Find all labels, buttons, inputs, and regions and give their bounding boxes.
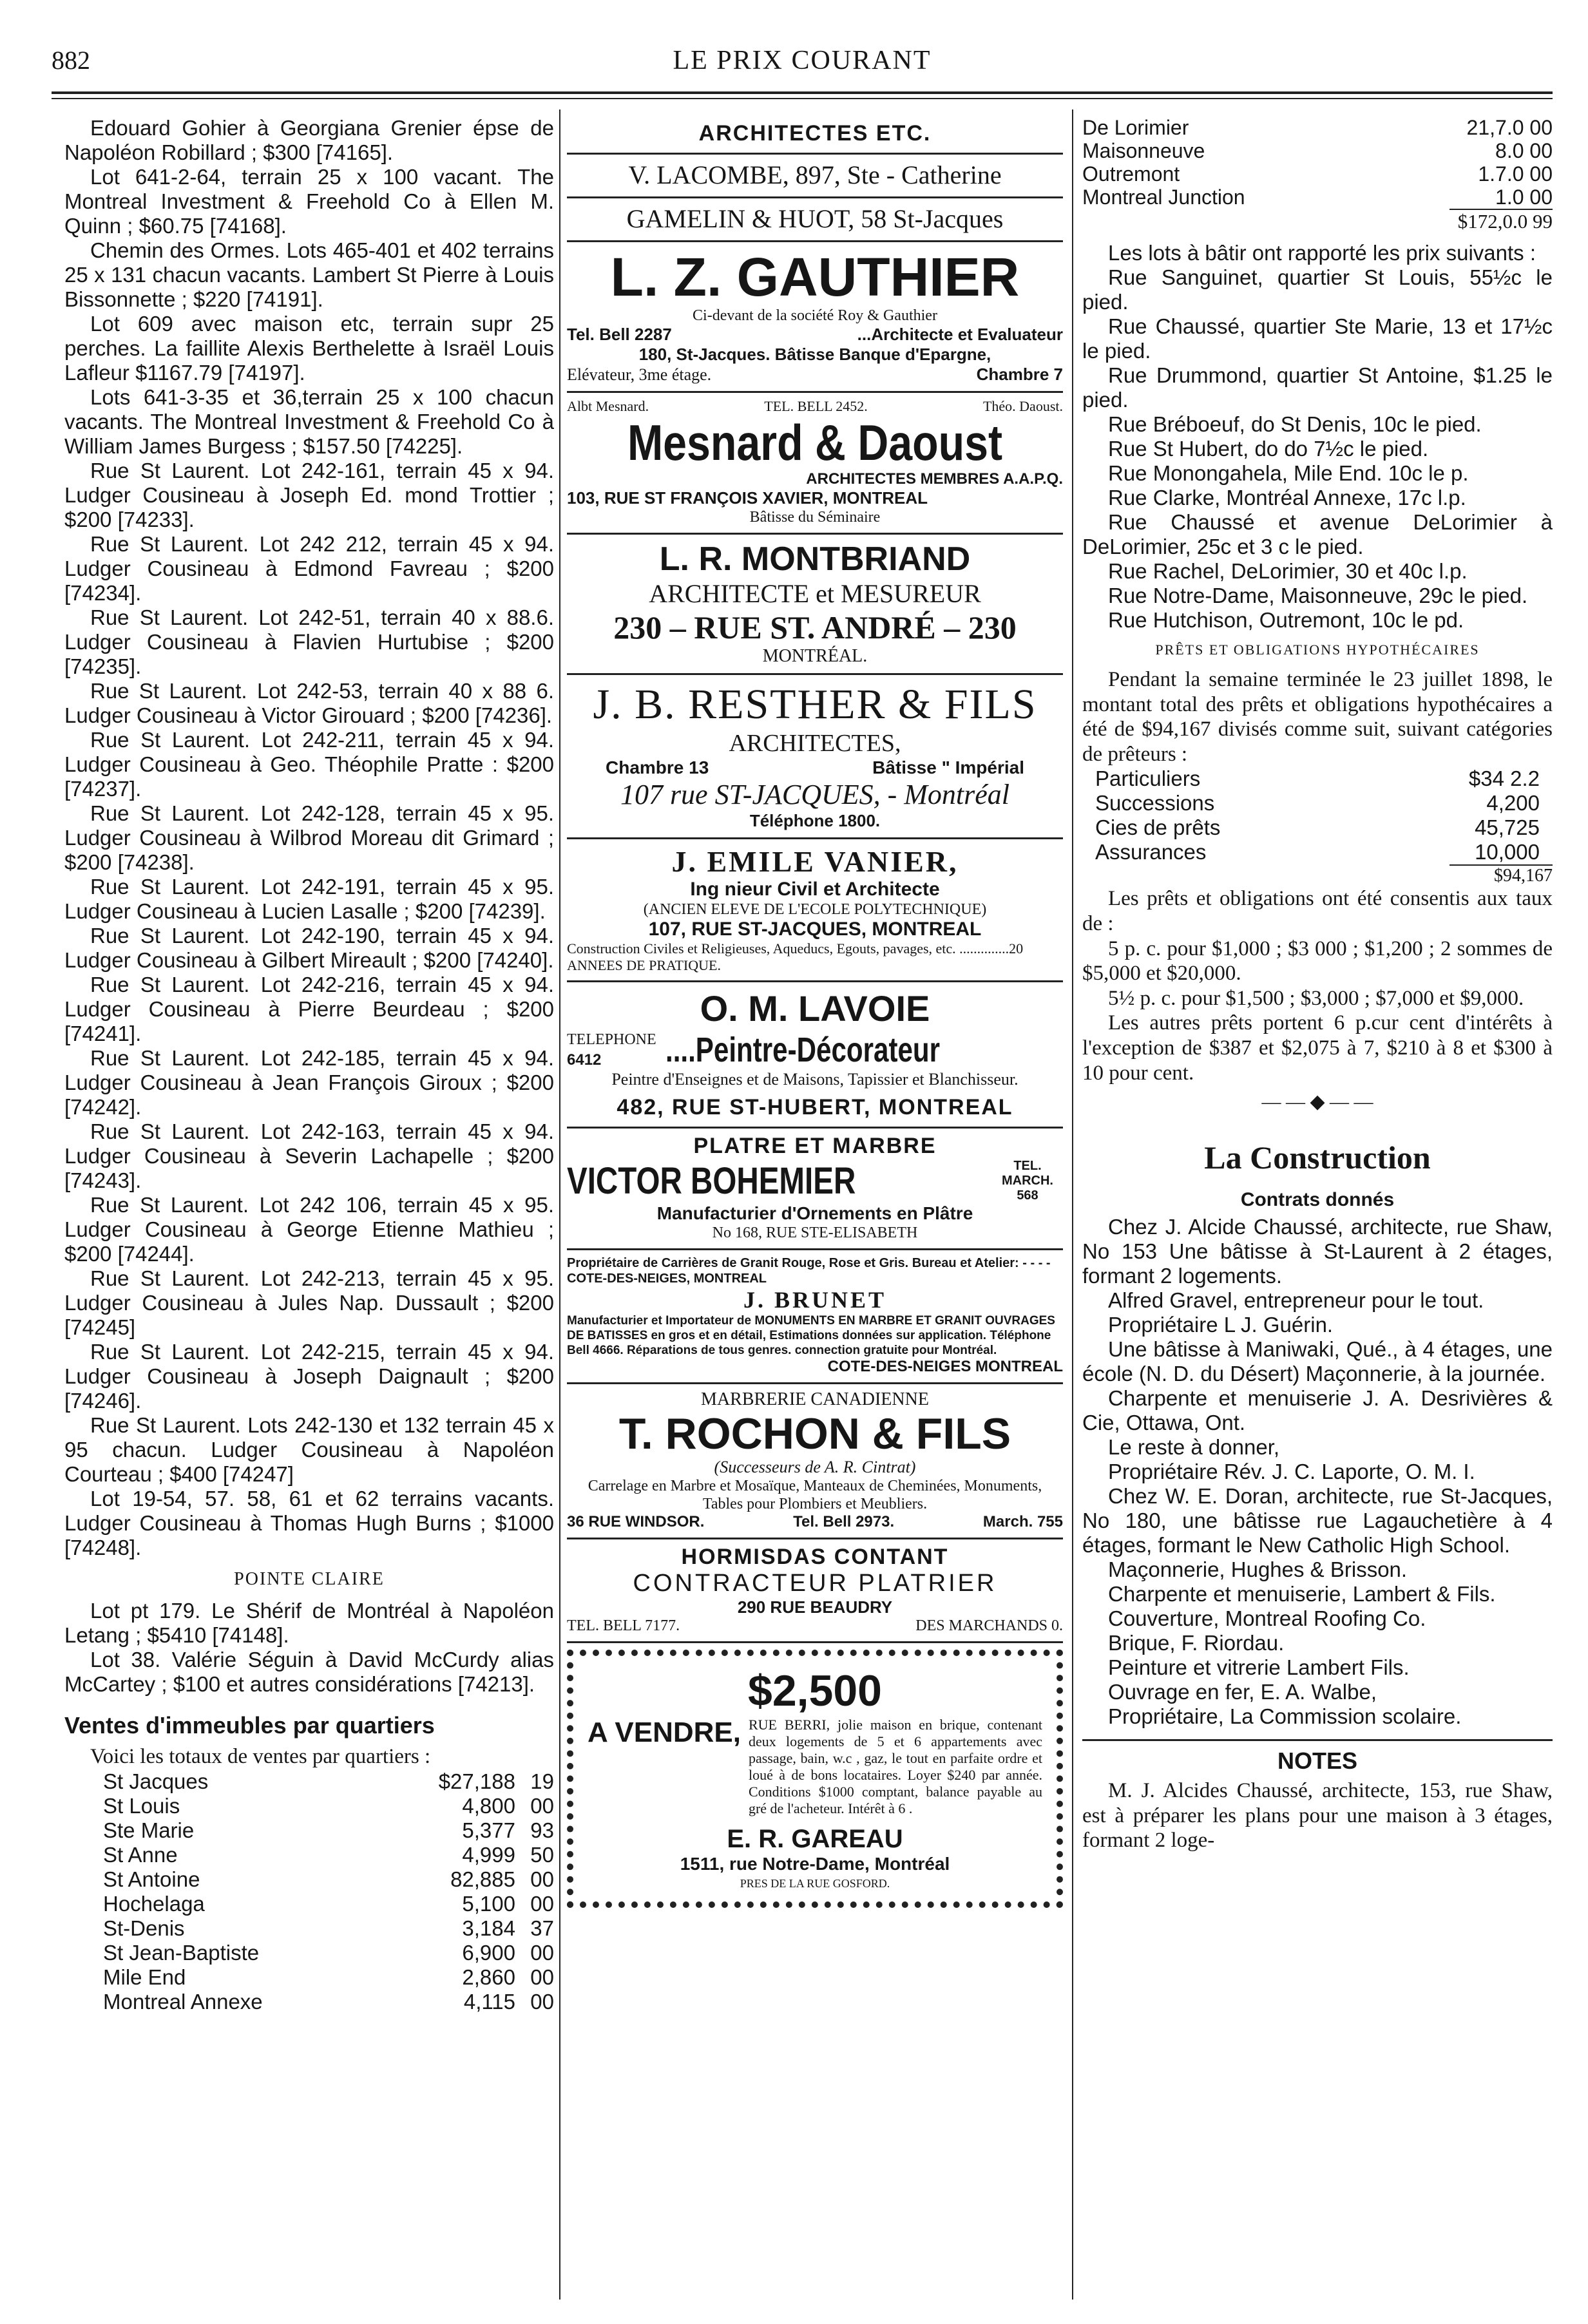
transactions-list <box>64 116 554 1560</box>
prets-p4: 5½ p. c. pour $1,500 ; $3,000 ; $7,000 et $9,000. <box>1108 986 1524 1010</box>
vanier-addr: 107, RUE ST-JACQUES, MONTREAL <box>648 919 982 940</box>
sale-avendre: A VENDRE, <box>588 1717 741 1748</box>
preteur-row <box>1095 815 1540 840</box>
vanier-ecole: (ANCIEN ELEVE DE L'ECOLE POLYTECHNIQUE) <box>643 901 987 918</box>
lot-price-item: Rue Drummond, quartier St Antoine, $1.25 le pied. <box>1082 363 1553 412</box>
lot-price-item: Rue Chaussé et avenue DeLorimier à DeLorimier, 25c et 3 c le pied. <box>1082 510 1553 558</box>
notes-title: NOTES <box>1082 1739 1553 1775</box>
transaction-item: Rue St Laurent. Lot 242 212, terrain 45 x 94. Ludger Cousineau à Edmond Favreau ; $200 [74234]. <box>64 532 554 605</box>
quartier-row <box>64 1867 554 1892</box>
lots-value: 8.0 00 <box>1495 139 1553 162</box>
construction-item: Charpente et menuiserie, Lambert & Fils. <box>1108 1582 1496 1606</box>
construction-item: Charpente et menuiserie J. A. Desrivières & Cie, Ottawa, Ont. <box>1082 1386 1553 1435</box>
page-title: LE PRIX COURANT <box>673 46 932 75</box>
vanier-role: Ing nieur Civil et Architecte <box>690 879 940 900</box>
column-divider-1 <box>559 110 560 2300</box>
prets-title: PRÊTS ET OBLIGATIONS HYPOTHÉCAIRES <box>1155 642 1480 658</box>
construction-item: Chez W. E. Doran, architecte, rue St-Jacques, No 180, une bâtisse rue Lagauchetière à 4 étages, formant le New Catholic High School. <box>1082 1484 1553 1557</box>
pointe-claire-list <box>64 1599 554 1697</box>
rochon-ad <box>567 1384 1063 1539</box>
transaction-item: Rue St Laurent. Lots 242-130 et 132 terrain 45 x 95 chacun. Ludger Cousineau à Napoléon Courteau ; $400 [74247] <box>64 1413 554 1486</box>
construction-list <box>1082 1215 1553 1729</box>
prets-total: $94,167 <box>1449 864 1553 886</box>
transaction-item: Rue St Laurent. Lot 242-161, terrain 45 x 94. Ludger Cousineau à Joseph Ed. mond Trottier ; $200 [74233]. <box>64 459 554 531</box>
sale-pres: PRES DE LA RUE GOSFORD. <box>740 1877 890 1890</box>
transaction-item: Rue St Laurent. Lot 242-185, terrain 45 x 94. Ludger Cousineau à Jean François Giroux ; $200 [74242]. <box>64 1046 554 1119</box>
md-tel: TEL. BELL 2452. <box>764 398 868 414</box>
lot-price-item: Rue Monongahela, Mile End. 10c le p. <box>1108 461 1469 485</box>
contant-name: HORMISDAS CONTANT <box>681 1545 949 1569</box>
construction-item: Une bâtisse à Maniwaki, Qué., à 4 étages, une école (N. D. du Désert) Maçonnerie, à la journée. <box>1082 1337 1553 1386</box>
archi-title: ARCHITECTES ETC. <box>698 121 932 146</box>
lot-price-item: Rue Clarke, Montréal Annexe, 17c l.p. <box>1108 486 1466 510</box>
resther-tel: Téléphone 1800. <box>749 811 881 830</box>
transaction-item: Lot pt 179. Le Shérif de Montréal à Napoléon Letang ; $5410 [74148]. <box>64 1599 554 1647</box>
resther-chambre: Chambre 13 <box>606 757 709 777</box>
md-right: Théo. Daoust. <box>982 398 1063 414</box>
sale-addr: 1511, rue Notre-Dame, Montréal <box>680 1854 950 1874</box>
page-header <box>52 45 1553 77</box>
vanier-desc: Construction Civiles et Religieuses, Aqueducs, Egouts, pavages, etc. ..............20 ANNEES DE PRATIQUE. <box>567 940 1024 973</box>
preteur-row <box>1095 791 1540 815</box>
resther-addr: 107 rue ST-JACQUES, - Montréal <box>620 779 1010 810</box>
lots-value: 21,7.0 00 <box>1466 116 1553 139</box>
vanier-ad <box>567 839 1063 982</box>
quartier-cents: 00 <box>530 1891 554 1916</box>
contant-ad <box>567 1539 1063 1643</box>
column-2 <box>567 116 1063 2312</box>
lots-name: De Lorimier <box>1082 116 1189 139</box>
ventes-title: Ventes d'immeubles par quartiers <box>64 1712 435 1738</box>
notes-text: M. J. Alcides Chaussé, architecte, 153, rue Shaw, est à préparer les plans pour une maison à 3 étages, formant 2 loge- <box>1082 1779 1553 1853</box>
lavoie-name: O. M. LAVOIE <box>700 988 930 1029</box>
construction-item: Propriétaire Rév. J. C. Laporte, O. M. I. <box>1108 1460 1475 1484</box>
gauthier-addr: 180, St-Jacques. Bâtisse Banque d'Epargne, <box>638 345 991 364</box>
preteurs-list <box>1082 767 1553 864</box>
transaction-item: Rue St Laurent. Lot 242-213, terrain 45 x 95. Ludger Cousineau à Jules Nap. Dussault ; $200 [74245] <box>64 1266 554 1339</box>
lavoie-num: 6412 <box>567 1051 602 1069</box>
lot-price-item: Rue Bréboeuf, do St Denis, 10c le pied. <box>1108 412 1482 436</box>
lot-price-item: Rue Notre-Dame, Maisonneuve, 29c le pied. <box>1108 584 1528 607</box>
brunet-desc: Manufacturier et Importateur de MONUMENTS EN MARBRE ET GRANIT OUVRAGES DE BATISSES en gros et en détail, Estimations données sur application. Téléphone Bell 4666. Réparations de tous genres. connection gratuite pour Montréal. <box>567 1314 1055 1357</box>
sale-ad <box>567 1650 1063 1908</box>
quartier-name: Montreal Annexe <box>103 1989 263 2014</box>
lavoie-ad <box>567 982 1063 1129</box>
resther-name: J. B. RESTHER & FILS <box>593 681 1037 728</box>
quartier-row <box>64 1941 554 1965</box>
quartier-name: St-Denis <box>103 1916 185 1940</box>
montbriand-city: MONTRÉAL. <box>762 646 868 666</box>
lavoie-desc: Peintre d'Enseignes et de Maisons, Tapissier et Blanchisseur. <box>611 1070 1019 1089</box>
quartier-row <box>64 1794 554 1818</box>
lots-list <box>1082 241 1553 633</box>
quartier-cents: 50 <box>530 1842 554 1867</box>
prets-text: Pendant la semaine terminée le 23 juillet 1898, le montant total des prêts et obligations hypothécaires a été de $94,167 divisés comme suit, suivant catégories de prêteurs : <box>1082 668 1553 766</box>
quartier-name: St Louis <box>103 1793 180 1818</box>
quartiers-table <box>64 1769 554 2014</box>
lots-total: $172,0.0 99 <box>1449 209 1553 233</box>
preteur-name: Successions <box>1095 791 1215 815</box>
brunet-ad <box>567 1250 1063 1384</box>
quartier-name: Mile End <box>103 1965 186 1989</box>
construction-item: Chez J. Alcide Chaussé, architecte, rue Shaw, No 153 Une bâtisse à St-Laurent à 2 étages, formant 2 logements. <box>1082 1215 1553 1288</box>
bohemier-role: Manufacturier d'Ornements en Plâtre <box>656 1203 973 1223</box>
prets-p5: Les autres prêts portent 6 p.cur cent d'intérêts à l'exception de $387 et $2,075 à 7, $210 à 8 et $300 à 10 pour cent. <box>1082 1011 1553 1085</box>
quartier-row <box>64 1892 554 1916</box>
contant-role: CONTRACTEUR PLATRIER <box>633 1570 997 1597</box>
quartier-name: St Anne <box>103 1842 178 1867</box>
quartier-dollars: 3,184 <box>462 1916 515 1940</box>
lots-row <box>1082 116 1553 139</box>
quartier-cents: 00 <box>530 1793 554 1818</box>
resther-role: ARCHITECTES, <box>729 730 901 757</box>
lot-price-item: Rue Rachel, DeLorimier, 30 et 40c l.p. <box>1108 559 1468 583</box>
transaction-item: Rue St Laurent. Lot 242-216, terrain 45 x 94. Ludger Cousineau à Pierre Beurdeau ; $200 [74241]. <box>64 973 554 1045</box>
rochon-succ: (Successeurs de A. R. Cintrat) <box>714 1458 916 1476</box>
gauthier-tel: Tel. Bell 2287 <box>567 325 672 344</box>
transaction-item: Rue St Laurent. Lot 242-191, terrain 45 x 95. Ludger Cousineau à Lucien Lasalle ; $200 [74239]. <box>64 875 554 923</box>
transaction-item: Chemin des Ormes. Lots 465-401 et 402 terrains 25 x 131 chacun vacants. Lambert St Pierre à Louis Bissonnette ; $220 [74191]. <box>64 238 554 311</box>
gauthier-name: L. Z. GAUTHIER <box>610 247 1020 307</box>
preteur-name: Assurances <box>1095 840 1207 864</box>
lot-price-item: Rue Sanguinet, quartier St Louis, 55½c le pied. <box>1082 265 1553 314</box>
quartier-cents: 00 <box>530 1965 554 1989</box>
rochon-top: MARBRERIE CANADIENNE <box>701 1389 929 1409</box>
quartier-dollars: $27,188 <box>438 1769 515 1793</box>
quartier-dollars: 4,115 <box>463 1989 515 2014</box>
transaction-item: Rue St Laurent. Lot 242-51, terrain 40 x 88.6. Ludger Cousineau à Flavien Hurtubise ; $200 [74235]. <box>64 605 554 678</box>
quartier-dollars: 5,100 <box>462 1891 515 1916</box>
column-1 <box>64 116 554 2312</box>
construction-item: Ouvrage en fer, E. A. Walbe, <box>1108 1680 1377 1704</box>
resther-ad <box>567 675 1063 839</box>
contant-tel: TEL. BELL 7177. <box>567 1617 680 1634</box>
transaction-item: Lots 641-3-35 et 36,terrain 25 x 100 chacun vacants. The Montreal Investment & Freehold Co à William James Burgess ; $157.50 [74225]. <box>64 385 554 458</box>
transaction-item: Lot 38. Valérie Séguin à David McCurdy alias McCartey ; $100 et autres considérations [74213]. <box>64 1648 554 1696</box>
header-rule <box>52 91 1553 94</box>
construction-title: La Construction <box>1204 1139 1431 1176</box>
construction-item: Propriétaire L J. Guérin. <box>1108 1313 1334 1337</box>
md-addr: 103, RUE ST FRANÇOIS XAVIER, MONTREAL <box>567 488 928 508</box>
md-sub: ARCHITECTES MEMBRES A.A.P.Q. <box>806 470 1063 488</box>
montbriand-role: ARCHITECTE et MESUREUR <box>649 579 981 608</box>
lots-row <box>1082 162 1553 186</box>
bohemier-addr: No 168, RUE STE-ELISABETH <box>712 1224 918 1241</box>
transaction-item: Rue St Laurent. Lot 242-128, terrain 45 x 95. Ludger Cousineau à Wilbrod Moreau dit Grimard ; $200 [74238]. <box>64 801 554 874</box>
construction-item: Alfred Gravel, entrepreneur pour le tout. <box>1108 1288 1484 1313</box>
quartier-dollars: 4,800 <box>462 1793 515 1818</box>
rochon-tel: Tel. Bell 2973. <box>793 1513 895 1530</box>
gauthier-ad <box>567 242 1063 393</box>
mesnard-daoust-ad <box>567 393 1063 535</box>
preteur-name: Particuliers <box>1095 767 1201 791</box>
construction-item: Le reste à donner, <box>1108 1435 1280 1460</box>
preteur-value: 4,200 <box>1486 791 1540 815</box>
prets-p2: Les prêts et obligations ont été consentis aux taux de : <box>1082 887 1553 935</box>
gamelin-ad: GAMELIN & HUOT, 58 St-Jacques <box>567 198 1063 242</box>
quartier-cents: 93 <box>530 1818 554 1842</box>
quartier-cents: 00 <box>530 1989 554 2014</box>
rochon-desc: Carrelage en Marbre et Mosaïque, Manteaux de Cheminées, Monuments, Tables pour Plombiers et Meubliers. <box>588 1478 1042 1512</box>
transaction-item: Rue St Laurent. Lot 242-190, terrain 45 x 94. Ludger Cousineau à Gilbert Mireault ; $200 [74240]. <box>64 924 554 972</box>
lots-value: 1.0 00 <box>1495 186 1553 209</box>
quartier-row <box>64 1843 554 1867</box>
resther-batisse: Bâtisse " Impérial <box>872 757 1024 777</box>
montbriand-ad <box>567 535 1063 675</box>
quartier-cents: 19 <box>530 1769 554 1793</box>
preteur-row <box>1095 840 1540 864</box>
construction-item: Couverture, Montreal Roofing Co. <box>1108 1606 1426 1631</box>
quartier-name: St Jean-Baptiste <box>103 1940 260 1965</box>
montbriand-name: L. R. MONTBRIAND <box>659 540 971 578</box>
column-divider-2 <box>1072 110 1073 2300</box>
lot-price-item: Rue Chaussé, quartier Ste Marie, 13 et 17½c le pied. <box>1082 314 1553 363</box>
platre-title: PLATRE ET MARBRE <box>693 1134 937 1158</box>
bohemier-name: VICTOR BOHEMIER <box>567 1160 856 1202</box>
quartier-dollars: 2,860 <box>462 1965 515 1989</box>
lavoie-role: ....Peintre-Décorateur <box>665 1031 940 1069</box>
rochon-name: T. ROCHON & FILS <box>618 1409 1011 1458</box>
md-left: Albt Mesnard. <box>567 398 649 414</box>
transaction-item: Rue St Laurent. Lot 242-211, terrain 45 x 94. Ludger Cousineau à Geo. Théophile Pratte : $200 [74237]. <box>64 728 554 801</box>
ventes-intro: Voici les totaux de ventes par quartiers : <box>90 1745 431 1768</box>
transaction-item: Lot 19-54, 57. 58, 61 et 62 terrains vacants. Ludger Cousineau à Thomas Hugh Burns ; $1000 [74248]. <box>64 1487 554 1559</box>
preteur-value: 10,000 <box>1475 840 1540 864</box>
gauthier-role: ...Architecte et Evaluateur <box>857 325 1063 344</box>
quartier-dollars: 6,900 <box>462 1940 515 1965</box>
lot-price-item: Rue St Hubert, do do 7½c le pied. <box>1108 437 1429 461</box>
transaction-item: Rue St Laurent. Lot 242-215, terrain 45 x 94. Ludger Cousineau à Joseph Daignault ; $200 [74246]. <box>64 1340 554 1413</box>
quartier-row <box>64 1818 554 1843</box>
gauthier-elev: Elévateur, 3me étage. <box>567 365 712 384</box>
transaction-item: Lot 609 avec maison etc, terrain supr 25 perches. La faillite Alexis Berthelette à Israël Louis Lafleur $1167.79 [74197]. <box>64 312 554 385</box>
contant-addr: 290 RUE BEAUDRY <box>737 1597 893 1617</box>
brunet-top: Propriétaire de Carrières de Granit Rouge, Rose et Gris. Bureau et Atelier: - - - - COTE-DES-NEIGES, MONTREAL <box>567 1256 1051 1286</box>
lots-name: Montreal Junction <box>1082 186 1245 209</box>
lavoie-tel: TELEPHONE <box>567 1031 656 1048</box>
lots-row <box>1082 139 1553 162</box>
construction-item: Maçonnerie, Hughes & Brisson. <box>1108 1557 1408 1582</box>
lot-price-item: Les lots à bâtir ont rapporté les prix suivants : <box>1108 241 1536 265</box>
lots-name: Maisonneuve <box>1082 139 1205 162</box>
lavoie-addr: 482, RUE ST-HUBERT, MONTREAL <box>617 1095 1013 1119</box>
md-batisse: Bâtisse du Séminaire <box>749 509 881 526</box>
section-pointe-claire: POINTE CLAIRE <box>234 1569 385 1589</box>
construction-item: Propriétaire, La Commission scolaire. <box>1108 1704 1462 1729</box>
sale-desc: RUE BERRI, jolie maison en brique, contenant deux logements de 5 et 6 appartements avec passage, bain, w.c , gaz, le tout en parfaite ordre et loué à de bons locataires. Loyer $240 par année. Conditions $1000 comptant, balance payable au gré de l'acheteur. Intérêt à 6 . <box>748 1717 1042 1816</box>
construction-item: Peinture et vitrerie Lambert Fils. <box>1108 1655 1410 1680</box>
rochon-addr: 36 RUE WINDSOR. <box>567 1513 705 1530</box>
quartier-name: Ste Marie <box>103 1818 195 1842</box>
construction-item: Brique, F. Riordau. <box>1108 1631 1285 1655</box>
column-3 <box>1082 116 1553 2312</box>
quartier-row <box>64 1769 554 1794</box>
preteur-row <box>1095 767 1540 791</box>
lacombe-ad: V. LACOMBE, 897, Ste - Catherine <box>567 155 1063 198</box>
lots-totals <box>1082 116 1553 209</box>
transaction-item: Rue St Laurent. Lot 242 106, terrain 45 x 95. Ludger Cousineau à George Etienne Mathieu ; $200 [74244]. <box>64 1193 554 1266</box>
gauthier-sub: Ci-devant de la société Roy & Gauthier <box>693 307 937 324</box>
montbriand-addr: 230 – RUE ST. ANDRÉ – 230 <box>613 609 1017 645</box>
quartier-row <box>64 1990 554 2014</box>
quartier-row <box>64 1916 554 1941</box>
contrats-title: Contrats donnés <box>1240 1189 1395 1211</box>
quartier-dollars: 5,377 <box>462 1818 515 1842</box>
quartier-name: St Jacques <box>103 1769 209 1793</box>
quartier-dollars: 82,885 <box>450 1867 515 1891</box>
preteur-value: 45,725 <box>1475 815 1540 840</box>
contant-march: DES MARCHANDS 0. <box>915 1617 1063 1634</box>
quartier-name: Hochelaga <box>103 1891 205 1916</box>
prets-p3: 5 p. c. pour $1,000 ; $3 000 ; $1,200 ; 2 sommes de $5,000 et $20,000. <box>1082 937 1553 986</box>
bohemier-tel: TEL. MARCH. 568 <box>1002 1159 1053 1203</box>
sale-name: E. R. GAREAU <box>727 1825 903 1853</box>
brunet-name: J. BRUNET <box>743 1287 887 1313</box>
ornament-divider: — — ◆ — — <box>1261 1091 1373 1113</box>
transaction-item: Rue St Laurent. Lot 242-53, terrain 40 x 88 6. Ludger Cousineau à Victor Girouard ; $200 [74236]. <box>64 679 554 727</box>
vanier-name: J. EMILE VANIER, <box>671 845 959 878</box>
quartier-row <box>64 1965 554 1990</box>
preteur-name: Cies de prêts <box>1095 815 1221 840</box>
lot-price-item: Rue Hutchison, Outremont, 10c le pd. <box>1108 608 1464 632</box>
header-rule-thin <box>52 98 1553 99</box>
quartier-cents: 37 <box>530 1916 554 1940</box>
page-number: 882 <box>52 46 90 75</box>
lots-value: 1.7.0 00 <box>1478 162 1553 186</box>
lots-row <box>1082 186 1553 209</box>
rochon-march: March. 755 <box>982 1513 1063 1530</box>
gauthier-chambre: Chambre 7 <box>976 365 1063 384</box>
md-name: Mesnard & Daoust <box>627 414 1003 471</box>
transaction-item: Lot 641-2-64, terrain 25 x 100 vacant. The Montreal Investment & Freehold Co à Ellen M. Quinn ; $60.75 [74168]. <box>64 165 554 238</box>
brunet-city: COTE-DES-NEIGES MONTREAL <box>827 1358 1063 1375</box>
quartier-cents: 00 <box>530 1867 554 1891</box>
transaction-item: Edouard Gohier à Georgiana Grenier épse de Napoléon Robillard ; $300 [74165]. <box>64 116 554 164</box>
sale-price: $2,500 <box>748 1666 882 1715</box>
bohemier-ad <box>567 1129 1063 1250</box>
preteur-value: $34 2.2 <box>1468 767 1540 791</box>
lots-name: Outremont <box>1082 162 1180 186</box>
quartier-name: St Antoine <box>103 1867 200 1891</box>
quartier-dollars: 4,999 <box>462 1842 515 1867</box>
transaction-item: Rue St Laurent. Lot 242-163, terrain 45 x 94. Ludger Cousineau à Severin Lachapelle ; $200 [74243]. <box>64 1119 554 1192</box>
quartier-cents: 00 <box>530 1940 554 1965</box>
